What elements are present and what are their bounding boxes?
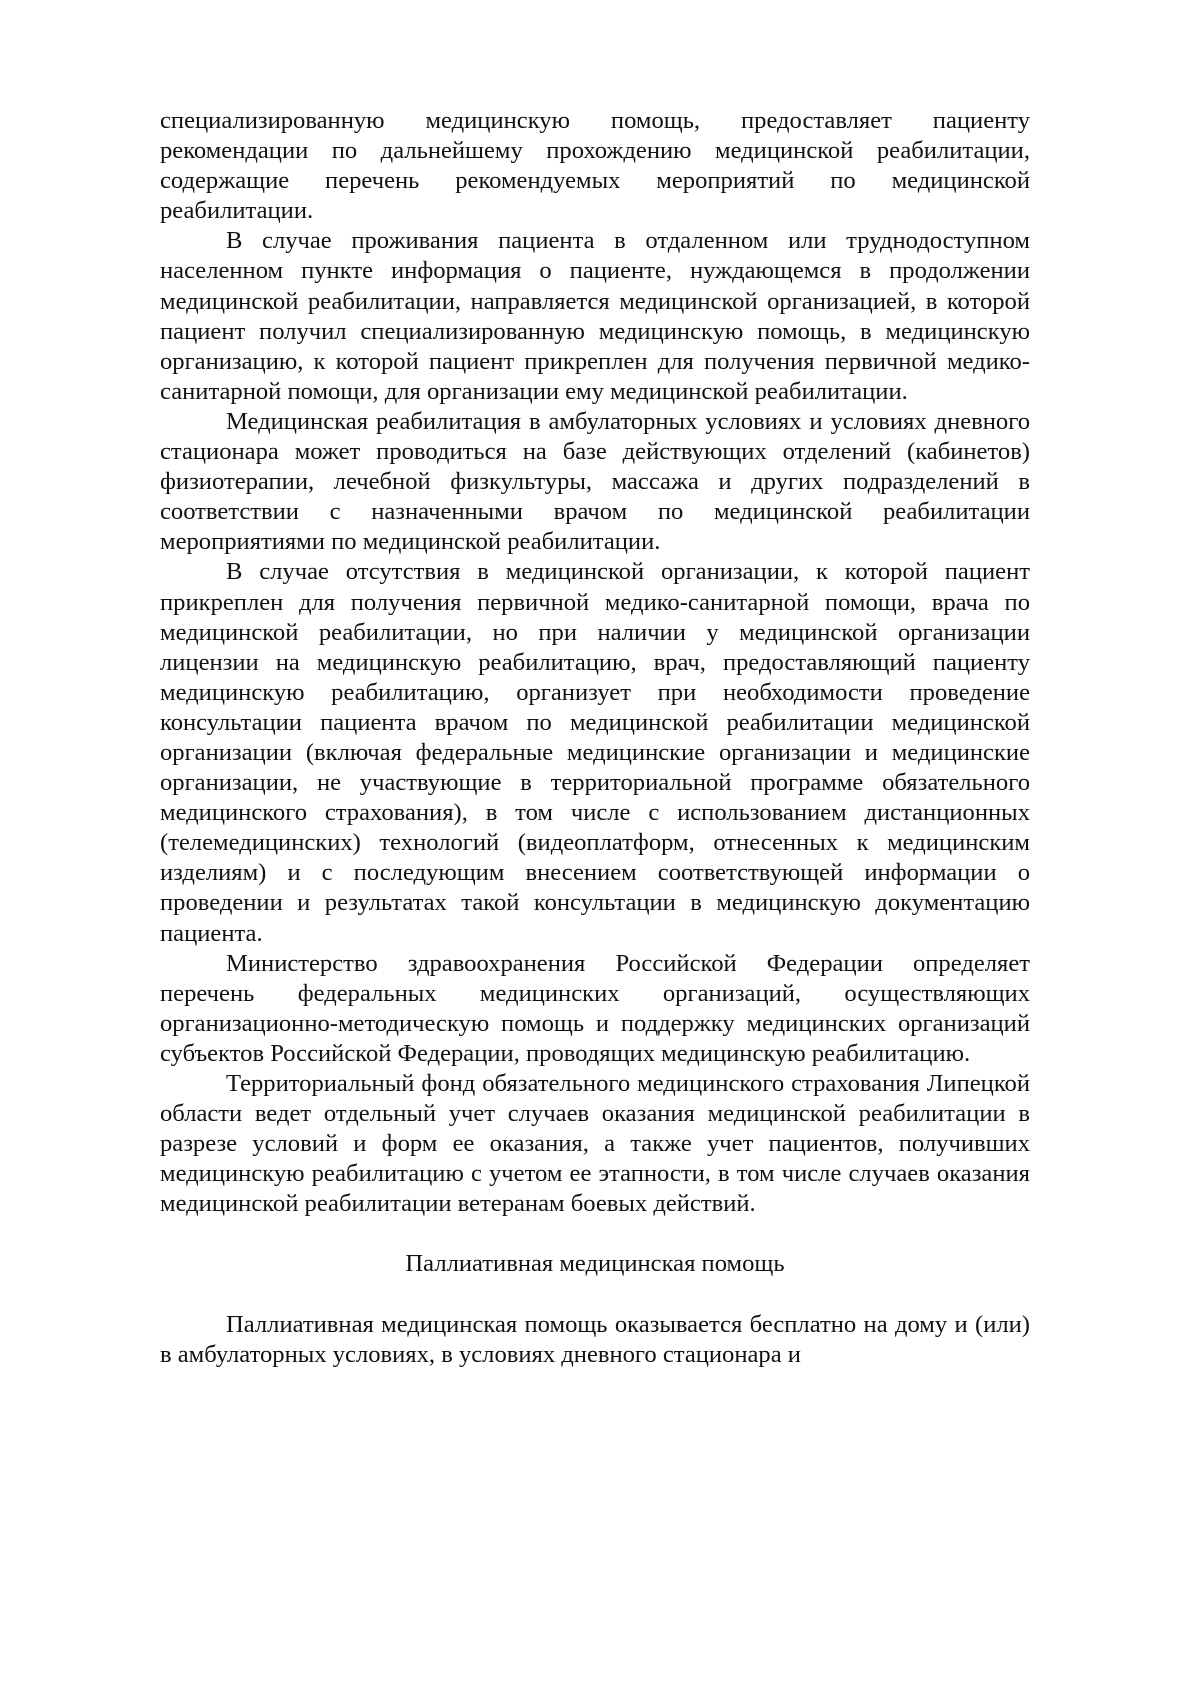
spacer xyxy=(160,1280,1030,1310)
section-heading: Паллиативная медицинская помощь xyxy=(405,1250,785,1278)
paragraph-ministry: Министерство здравоохранения Российской Федерации определяет перечень федеральных медицинских организаций, осуществляющих организационно-методическую помощь и поддержку медицинских организаций субъектов Российской Федерации, проводящих медицинскую реабилитацию. xyxy=(160,949,1030,1067)
document-page xyxy=(160,106,1030,1370)
paragraph-continuation: специализированную медицинскую помощь, предоставляет пациенту рекомендации по дальнейшему прохождению медицинской реабилитации, содержащие перечень рекомендуемых мероприятий по медицинской реабилитации. xyxy=(160,107,1030,225)
paragraph-territorial-fund: Территориальный фонд обязательного медицинского страхования Липецкой области ведет отдельный учет случаев оказания медицинской реабилитации в разрезе условий и форм ее оказания, а также учет пациентов, получивших медицинскую реабилитацию с учетом ее этапности, в том числе случаев оказания медицинской реабилитации ветеранам боевых действий. xyxy=(160,1070,1030,1218)
paragraph-palliative: Паллиативная медицинская помощь оказывается бесплатно на дому и (или) в амбулаторных условиях, в условиях дневного стационара и xyxy=(160,1310,1030,1368)
paragraph-no-rehab-doctor: В случае отсутствия в медицинской организации, к которой пациент прикреплен для получения первичной медико-санитарной помощи, врача по медицинской реабилитации, но при наличии у медицинской организации лицензии на медицинскую реабилитацию, врач, предоставляющий пациенту медицинскую реабилитацию, организует при необходимости проведение консультации пациента врачом по медицинской реабилитации медицинской организации (включая федеральные медицинские организации и медицинские организации, не участвующие в территориальной программе обязательного медицинского страхования), в том числе с использованием дистанционных (телемедицинских) технологий (видеоплатформ, отнесенных к медицинским изделиям) и с последующим внесением соответствующей информации о проведении и результатах такой консультации в медицинскую документацию пациента. xyxy=(160,558,1030,947)
spacer xyxy=(160,1219,1030,1249)
paragraph-outpatient-rehab: Медицинская реабилитация в амбулаторных условиях и условиях дневного стационара может проводиться на базе действующих отделений (кабинетов) физиотерапии, лечебной физкультуры, массажа и других подразделений в соответствии с назначенными врачом по медицинской реабилитации мероприятиями по медицинской реабилитации. xyxy=(160,407,1030,556)
paragraph-remote-patients: В случае проживания пациента в отдаленном или труднодоступном населенном пункте информация о пациенте, нуждающемся в продолжении медицинской реабилитации, направляется медицинской организацией, в которой пациент получил специализированную медицинскую помощь, в медицинскую организацию, к которой пациент прикреплен для получения первичной медико-санитарной помощи, для организации ему медицинской реабилитации. xyxy=(160,227,1030,405)
